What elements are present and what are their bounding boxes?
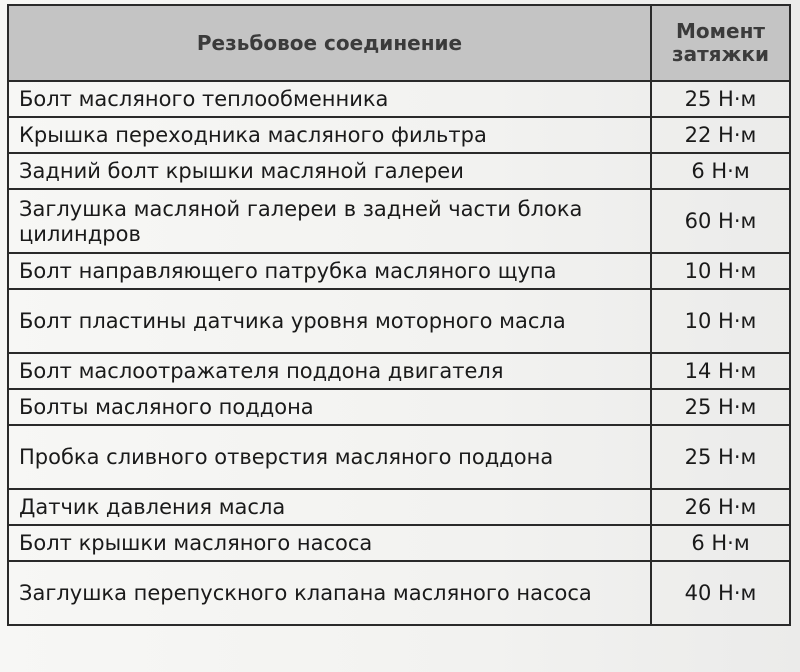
table-row [8, 153, 790, 189]
row-value: 26 Н·м [651, 489, 790, 525]
row-name: Заглушка перепускного клапана масляного насоса [8, 561, 651, 625]
row-value: 10 Н·м [651, 253, 790, 289]
table-row [8, 425, 790, 489]
row-name: Пробка сливного отверстия масляного поддона [8, 425, 651, 489]
column-header-torque [651, 5, 790, 81]
row-name: Болт направляющего патрубка масляного щупа [8, 253, 651, 289]
row-value: 6 Н·м [651, 153, 790, 189]
table-row [8, 525, 790, 561]
table-row [8, 353, 790, 389]
table-row [8, 489, 790, 525]
row-name: Болт маслоотражателя поддона двигателя [8, 353, 651, 389]
column-header-torque-line2: затяжки [671, 42, 770, 66]
column-header-connection: Резьбовое соединение [8, 5, 651, 81]
row-name: Датчик давления масла [8, 489, 651, 525]
row-name: Заглушка масляной галереи в задней части блока цилиндров [8, 189, 651, 253]
table-row [8, 81, 790, 117]
table-row [8, 561, 790, 625]
row-value: 14 Н·м [651, 353, 790, 389]
row-name: Задний болт крышки масляной галереи [8, 153, 651, 189]
row-name: Болты масляного поддона [8, 389, 651, 425]
row-value: 40 Н·м [651, 561, 790, 625]
table-row [8, 253, 790, 289]
row-value: 22 Н·м [651, 117, 790, 153]
row-name: Болт крышки масляного насоса [8, 525, 651, 561]
column-header-torque-line1: Момент [676, 19, 765, 43]
row-value: 25 Н·м [651, 81, 790, 117]
row-name: Болт масляного теплообменника [8, 81, 651, 117]
table-row [8, 117, 790, 153]
table-row [8, 389, 790, 425]
row-name: Болт пластины датчика уровня моторного масла [8, 289, 651, 353]
row-value: 25 Н·м [651, 389, 790, 425]
torque-table [7, 4, 791, 626]
table-row [8, 289, 790, 353]
row-value: 60 Н·м [651, 189, 790, 253]
table-header-row [8, 5, 790, 81]
table-row [8, 189, 790, 253]
row-name: Крышка переходника масляного фильтра [8, 117, 651, 153]
row-value: 25 Н·м [651, 425, 790, 489]
row-value: 10 Н·м [651, 289, 790, 353]
row-value: 6 Н·м [651, 525, 790, 561]
